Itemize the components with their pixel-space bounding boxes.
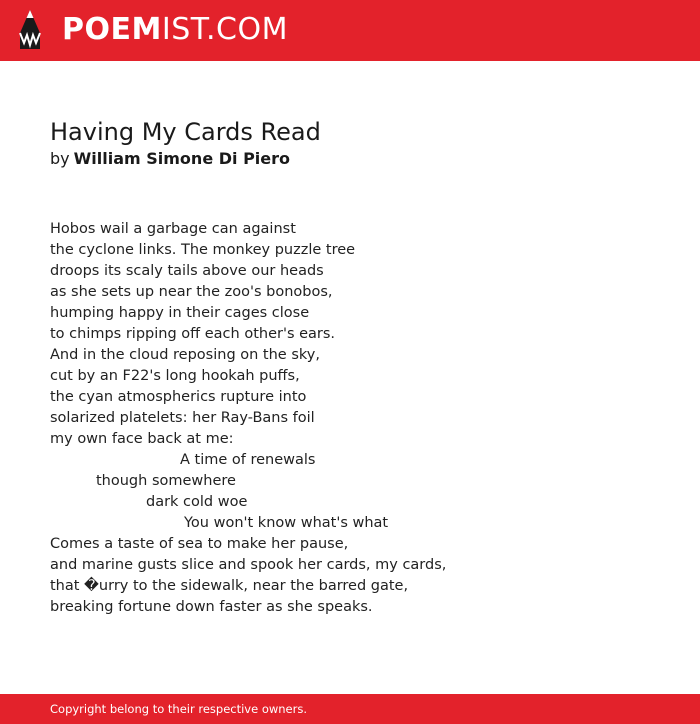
poem-line: You won't know what's what (184, 515, 389, 531)
byline (50, 148, 290, 170)
site-header (0, 0, 700, 61)
brand-light: IST.COM (161, 12, 288, 47)
author-link[interactable]: William Simone Di Piero (73, 149, 291, 168)
poem-line: And in the cloud reposing on the sky, (50, 347, 320, 363)
poem-line: Hobos wail a garbage can against (50, 221, 296, 237)
poem-title: Having My Cards Read (50, 118, 321, 146)
poem-line: dark cold woe (146, 494, 248, 510)
site-footer (0, 694, 700, 724)
by-label: by (50, 149, 70, 168)
poem-body (50, 219, 650, 618)
poem-line: as she sets up near the zoo's bonobos, (50, 284, 333, 300)
poem-line: my own face back at me: (50, 431, 234, 447)
site-logo-text[interactable] (62, 12, 288, 48)
poem-line: though somewhere (96, 473, 236, 489)
poem-line: Comes a taste of sea to make her pause, (50, 536, 349, 552)
poem-line: cut by an F22's long hookah puffs, (50, 368, 300, 384)
poem-line: to chimps ripping off each other's ears. (50, 326, 336, 342)
poem-line: droops its scaly tails above our heads (50, 263, 324, 279)
copyright-notice: Copyright belong to their respective owners. (50, 702, 308, 716)
poem-line: the cyclone links. The monkey puzzle tree (50, 242, 356, 258)
poem-line: breaking fortune down faster as she speaks. (50, 599, 373, 615)
poem-line: humping happy in their cages close (50, 305, 310, 321)
poem-line: solarized platelets: her Ray-Bans foil (50, 410, 315, 426)
brand-bold: POEM (62, 12, 162, 47)
pencil-tip-icon[interactable] (16, 9, 44, 51)
poem-line: and marine gusts slice and spook her cards, my cards, (50, 557, 447, 573)
poem-line: that �urry to the sidewalk, near the barred gate, (50, 578, 409, 594)
poem-line: the cyan atmospherics rupture into (50, 389, 307, 405)
poem-line: A time of renewals (180, 452, 316, 468)
